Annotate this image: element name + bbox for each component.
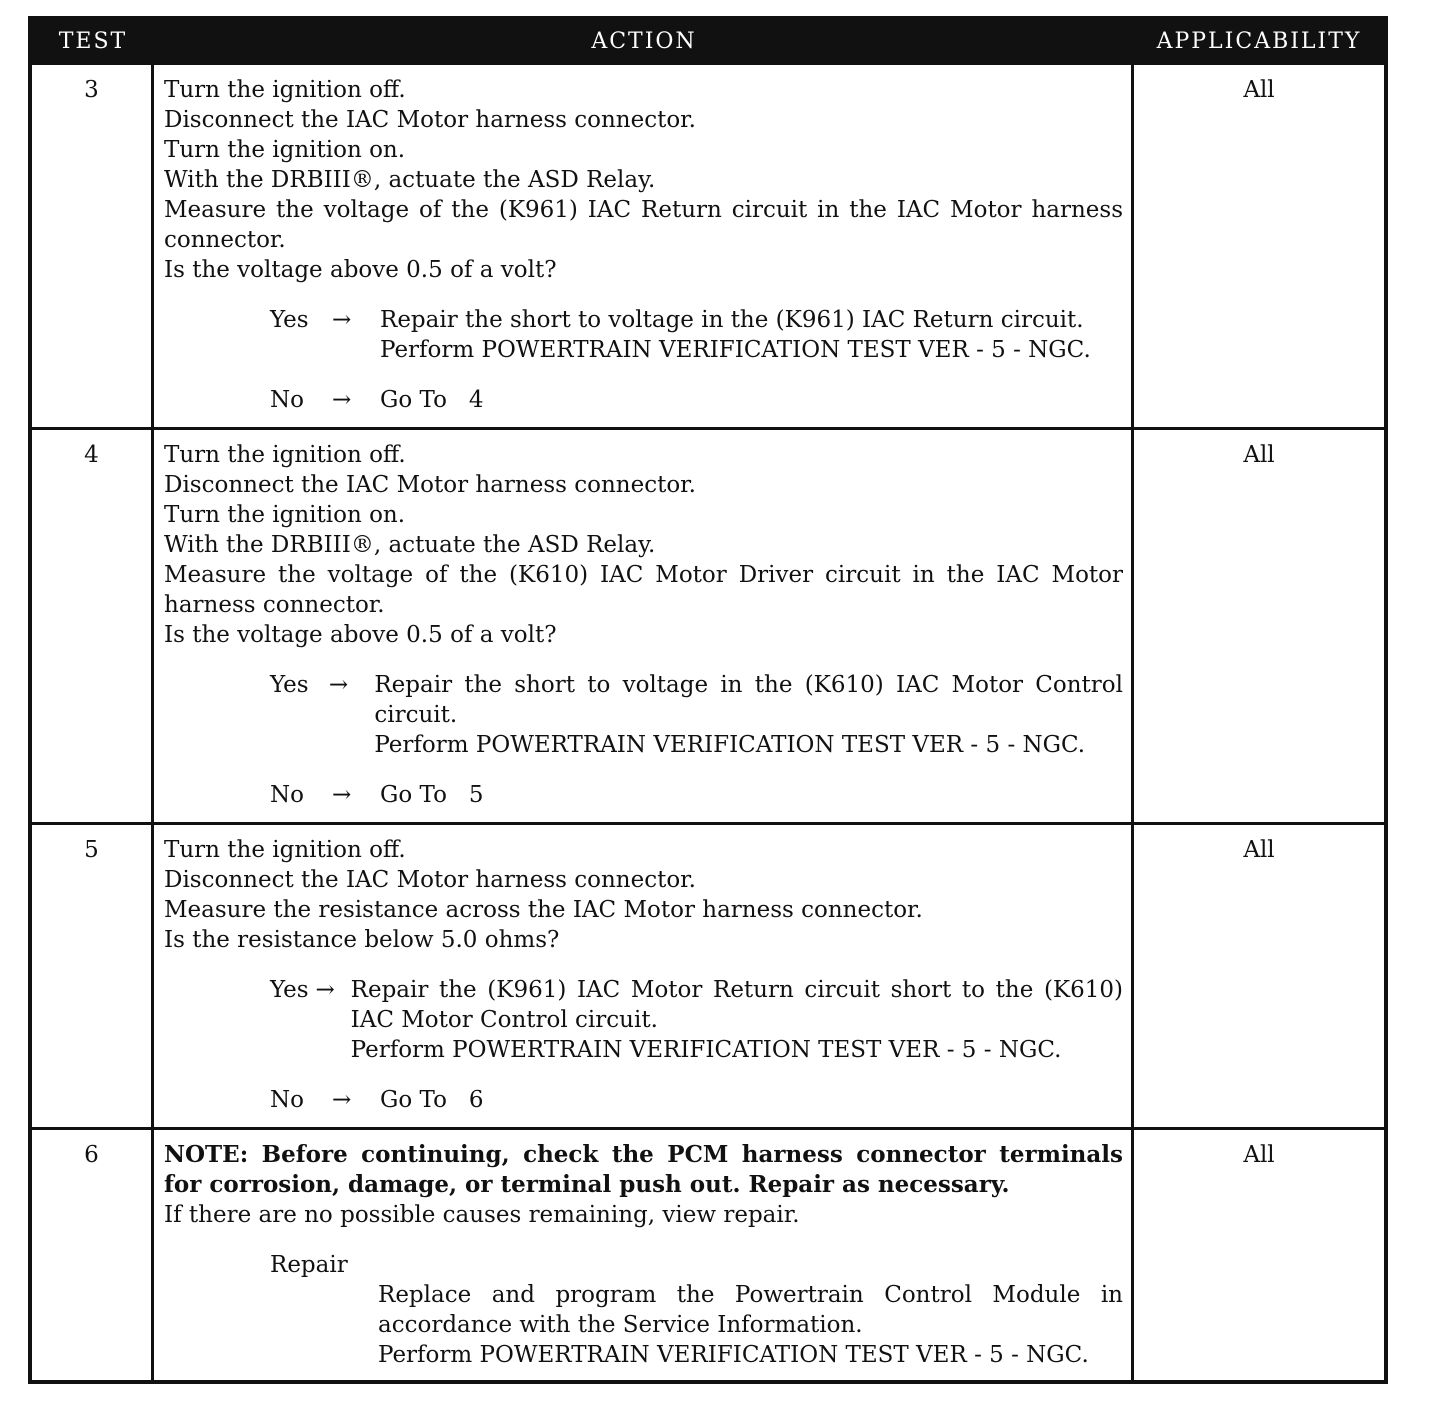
step: Is the voltage above 0.5 of a volt? [164,622,557,648]
table-row [32,427,1384,822]
yes-label: Yes [270,307,309,333]
step: With the DRBIII®, actuate the ASD Relay. [164,532,656,558]
action-cell [154,65,1134,427]
test-number: 5 [32,825,154,1127]
action-cell [154,825,1134,1127]
arrow-right-icon: → [315,977,335,1003]
step: Turn the ignition on. [164,137,406,163]
repair-text [378,1280,1123,1370]
arrow-right-icon: → [332,1087,352,1113]
yes-label: Yes [270,977,309,1003]
repair-label: Repair [270,1252,348,1278]
no-label: No [270,387,304,413]
yes-label: Yes [270,672,309,698]
yes-branch [270,670,1123,760]
no-result: Go To 4 [380,387,484,413]
header-action: ACTION [591,28,697,54]
yes-result-line: Perform POWERTRAIN VERIFICATION TEST VER - 5 - NGC. [374,732,1086,758]
yes-branch [270,975,1123,1065]
test-number: 6 [32,1130,154,1380]
step: Turn the ignition off. [164,442,406,468]
repair-line: Perform POWERTRAIN VERIFICATION TEST VER - 5 - NGC. [378,1342,1089,1368]
no-result: Go To 5 [380,782,484,808]
step: Disconnect the IAC Motor harness connector. [164,867,696,893]
header-applicability: APPLICABILITY [1156,28,1362,54]
table-row [32,1127,1384,1380]
no-branch [270,385,1123,415]
yes-result [351,975,1123,1065]
step: If there are no possible causes remaining, view repair. [164,1202,800,1228]
arrow-right-icon: → [328,672,349,698]
yes-result-line: Repair the short to voltage in the (K610) IAC Motor Control circuit. [374,672,1123,728]
header-test: TEST [58,28,128,54]
no-result: Go To 6 [380,1087,484,1113]
yes-branch [270,305,1123,365]
yes-result-line: Repair the (K961) IAC Motor Return circuit short to the (K610) IAC Motor Control circuit. [350,977,1123,1033]
action-cell [154,430,1134,822]
repair-line: Replace and program the Powertrain Control Module in accordance with the Service Information. [378,1282,1123,1338]
arrow-right-icon: → [332,307,352,333]
no-branch [270,1085,1123,1115]
no-branch [270,780,1123,810]
note-text: NOTE: Before continuing, check the PCM harness connector terminals for corrosion, damage, or terminal push out. Repair as necessary. [164,1141,1123,1198]
yes-result [374,670,1123,760]
step: Measure the resistance across the IAC Motor harness connector. [164,897,923,923]
step: Is the resistance below 5.0 ohms? [164,927,560,953]
action-cell [154,1130,1134,1380]
step: Measure the voltage of the (K610) IAC Motor Driver circuit in the IAC Motor harness connector. [164,562,1123,618]
table-header [32,20,1384,62]
applicability: All [1243,837,1275,863]
step: Is the voltage above 0.5 of a volt? [164,257,557,283]
yes-result-line: Repair the short to voltage in the (K961) IAC Return circuit. [380,307,1084,333]
arrow-right-icon: → [332,387,352,413]
applicability: All [1243,442,1275,468]
step: Turn the ignition off. [164,837,406,863]
test-number: 4 [32,430,154,822]
applicability: All [1243,1142,1275,1168]
no-label: No [270,1087,304,1113]
arrow-right-icon: → [332,782,352,808]
step: Disconnect the IAC Motor harness connector. [164,472,696,498]
test-number: 3 [32,65,154,427]
applicability: All [1243,77,1275,103]
no-label: No [270,782,304,808]
yes-result-line: Perform POWERTRAIN VERIFICATION TEST VER - 5 - NGC. [350,1037,1062,1063]
step: Turn the ignition off. [164,77,406,103]
step: Turn the ignition on. [164,502,406,528]
step: Disconnect the IAC Motor harness connector. [164,107,696,133]
table-row [32,62,1384,427]
yes-result-line: Perform POWERTRAIN VERIFICATION TEST VER - 5 - NGC. [380,337,1091,363]
diagnostic-test-table [28,16,1388,1384]
yes-result [380,305,1123,365]
step: Measure the voltage of the (K961) IAC Return circuit in the IAC Motor harness connector. [164,197,1123,253]
table-row [32,822,1384,1127]
step: With the DRBIII®, actuate the ASD Relay. [164,167,656,193]
